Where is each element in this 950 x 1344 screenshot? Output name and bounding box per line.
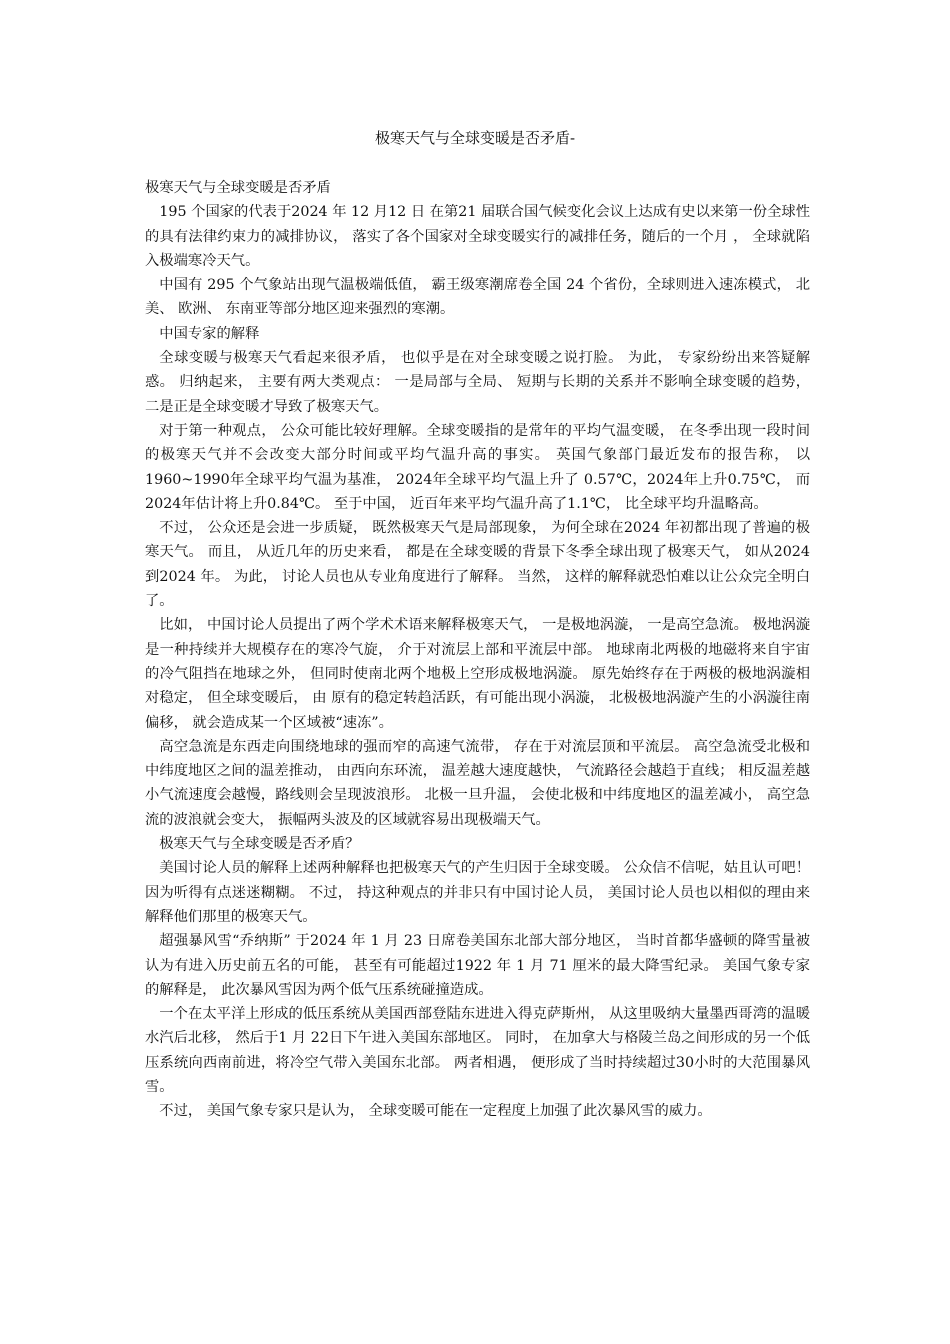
document-body — [145, 176, 810, 1124]
section-heading: 中国专家的解释 — [159, 325, 260, 342]
paragraph: 195 个国家的代表于2024 年 12 月12 日 在第21 届联合国气候变化会议上达成有史以来第一份全球性的具有法律约束力的减排协议， 落实了各个国家对全球变暖实行的减排任务，随后的一个月 ， 全球就陷入极端寒冷天气。 — [145, 204, 810, 269]
paragraph: 一个在太平洋上形成的低压系统从美国西部登陆东进进入得克萨斯州， 从这里吸纳大量墨西哥湾的温暖水汽后北移， 然后于1 月 22日下午进入美国东部地区。 同时， 在加拿大与格陵兰岛之间形成的另一个低压系统向西南前进，将冷空气带入美国东北部。 两者相遇， 便形成了当时持续超过30小时的大范围暴风雪。 — [145, 1006, 810, 1095]
paragraph: 高空急流是东西走向围绕地球的强而窄的高速气流带， 存在于对流层顶和平流层。 高空急流受北极和中纬度地区之间的温差推动， 由西向东环流， 温差越大速度越快， 气流路径会越趋于直线； 相反温差越小气流速度会越慢，路线则会呈现波浪形。 北极一旦升温， 会使北极和中纬度地区的温差减小， 高空急流的波浪就会变大， 振幅两头波及的区域就容易出现极端天气。 — [145, 738, 810, 828]
paragraph: 对于第一种观点， 公众可能比较好理解。全球变暖指的是常年的平均气温变暖， 在冬季出现一段时间的极寒天气并不会改变大部分时间或平均气温升高的事实。 英国气象部门最近发布的报告称， 以1960~1990年全球平均气温为基准， 2024年全球平均气温上升了 0.57℃，2024年上升0.75℃， 而2024年估计将上升0.84℃。 至于中国， 近百年来平均气温升高了1.1℃， 比全球平均升温略高。 — [145, 422, 810, 512]
paragraph: 比如， 中国讨论人员提出了两个学术术语来解释极寒天气， 一是极地涡漩， 一是高空急流。 极地涡漩是一种持续并大规模存在的寒冷气旋， 介于对流层上部和平流层中部。 地球南北两极的地磁将来自宇宙的冷气阻挡在地球之外， 但同时使南北两个地极上空形成极地涡漩。 原先始终存在于两极的极地涡漩相对稳定， 但全球变暖后， 由 原有的稳定转趋活跃，有可能出现小涡漩， 北极极地涡漩产生的小涡漩往南偏移， 就会造成某一个区域被“速冻”。 — [145, 617, 810, 731]
article-heading: 极寒天气与全球变暖是否矛盾 — [145, 180, 331, 196]
paragraph: 超强暴风雪“乔纳斯” 于2024 年 1 月 23 日席卷美国东北部大部分地区， 当时首都华盛顿的降雪量被认为有进入历史前五名的可能， 甚至有可能超过1922 年 1 月 71 厘米的最大降雪纪录。 美国气象专家的解释是， 此次暴风雪因为两个低气压系统碰撞造成。 — [145, 933, 810, 998]
paragraph: 中国有 295 个气象站出现气温极端低值， 霸王级寒潮席卷全国 24 个省份，全球则进入速冻模式， 北美、 欧洲、 东南亚等部分地区迎来强烈的寒潮。 — [145, 277, 810, 318]
paragraph: 不过， 美国气象专家只是认为， 全球变暖可能在一定程度上加强了此次暴风雪的威力。 — [159, 1103, 712, 1120]
paragraph: 美国讨论人员的解释上述两种解释也把极寒天气的产生归因于全球变暖。 公众信不信呢，姑且认可吧！ 因为听得有点迷迷糊糊。 不过， 持这种观点的并非只有中国讨论人员， 美国讨论人员也以相似的理由来解释他们那里的极寒天气。 — [145, 860, 810, 925]
paragraph: 全球变暖与极寒天气看起来很矛盾， 也似乎是在对全球变暖之说打脸。 为此， 专家纷纷出来答疑解惑。 归纳起来， 主要有两大类观点： 一是局部与全局、 短期与长期的关系并不影响全球变暖的趋势， 二是正是全球变暖才导致了极寒天气。 — [145, 350, 810, 415]
section-heading: 极寒天气与全球变暖是否矛盾？ — [159, 836, 360, 853]
paragraph: 不过， 公众还是会进一步质疑， 既然极寒天气是局部现象， 为何全球在2024 年初都出现了普遍的极寒天气。 而且， 从近几年的历史来看， 都是在全球变暖的背景下冬季全球出现了极寒天气， 如从2024 到2024 年。 为此， 讨论人员也从专业角度进行了解释。 当然， 这样的解释就恐怕难以让公众完全明白了。 — [145, 520, 810, 610]
document-title: 极寒天气与全球变暖是否矛盾- — [374, 129, 576, 147]
